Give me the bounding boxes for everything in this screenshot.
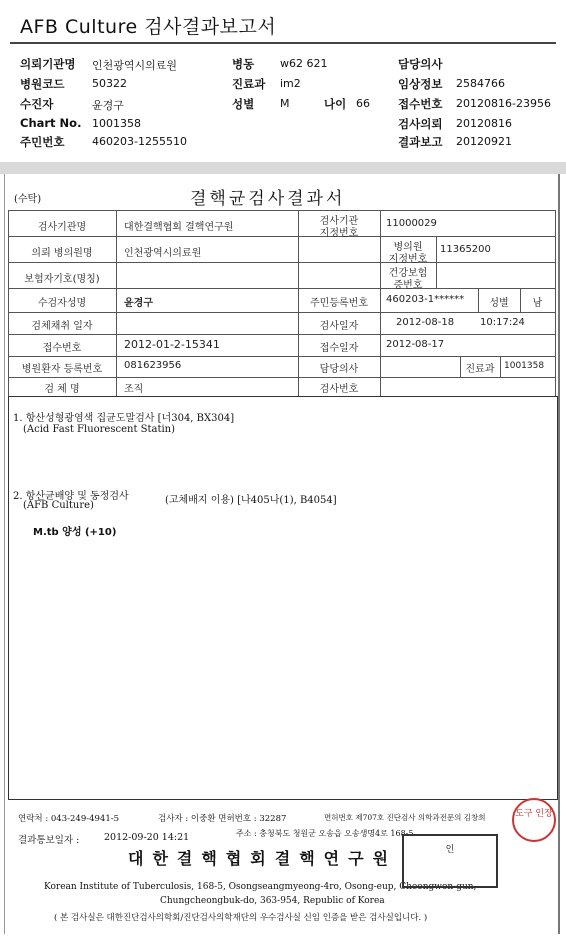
tbl-label-insurance-no-b: 증번호: [393, 280, 423, 291]
tbl-value-sex: 남: [532, 298, 543, 309]
tbl-label-insurance-no-a: 건강보험: [388, 268, 428, 279]
footer-license: 면허번호 제707호 진단검사 의학과전문의 김창희: [324, 813, 486, 822]
label-ward: 병동: [232, 57, 255, 71]
footer-contact: 연락처 : 043-249-4941-5: [18, 814, 120, 824]
footer-report-date-label: 결과통보일자 :: [18, 835, 80, 846]
label-clinical-info: 임상정보: [398, 77, 443, 91]
institute-seal-text: 인: [445, 845, 455, 855]
value-resident-no: 460203-1255510: [92, 135, 187, 148]
footer-accreditation-note: ( 본 검사실은 대한진단검사의학회/진단검사의학재단의 우수검사실 신임 인증을 받은 검사실입니다. ): [54, 913, 428, 923]
value-requesting-org: 인천광역시의료원: [92, 59, 178, 72]
result-1-subtitle: (Acid Fast Fluorescent Statin): [23, 424, 176, 435]
tbl-label-hospital: 의뢰 병의원명: [31, 248, 93, 259]
label-report-date: 결과보고: [398, 135, 443, 149]
tbl-label-clinic: 진료과: [465, 364, 495, 375]
tbl-label-hospital-id-b: 지정번호: [388, 254, 428, 265]
value-accession-no: 20120816-23956: [456, 97, 551, 110]
label-request-date: 검사의뢰: [398, 117, 443, 131]
result-1-title: 1. 항산성형광염색 집균도말검사 [너304, BX304]: [13, 413, 235, 424]
results-box: [8, 396, 558, 800]
tbl-label-specimen: 검 체 명: [44, 384, 80, 395]
label-age: 나이: [324, 97, 347, 111]
tbl-value-hospital-id: 11365200: [440, 244, 491, 255]
tbl-value-patient-reg-no: 081623956: [124, 360, 182, 371]
tbl-label-test-no: 검사번호: [319, 384, 359, 395]
tbl-label-attending: 담당의사: [319, 364, 359, 375]
tbl-value-test-time: 10:17:24: [480, 317, 525, 328]
tbl-value-hospital: 인천광역시의료원: [124, 248, 202, 259]
institute-seal-stamp: [402, 834, 498, 888]
tbl-value-specimen: 조직: [124, 384, 144, 395]
value-department: im2: [280, 77, 301, 90]
tbl-value-receipt-date: 2012-08-17: [386, 339, 445, 350]
tbl-label-lab-id-a: 검사기관: [319, 216, 359, 227]
result-2-finding: M.tb 양성 (+10): [33, 527, 117, 538]
title-divider: [10, 42, 556, 44]
sheet-title: 결핵균검사결과서: [190, 189, 346, 209]
tbl-label-collection-date: 검체채취 일자: [31, 321, 93, 332]
label-sex: 성별: [232, 97, 255, 111]
institute-name: 대한결핵협회결핵연구원: [128, 849, 398, 868]
sheet-right-edge: [558, 174, 560, 934]
tbl-value-resident-no: 460203-1******: [386, 294, 465, 305]
tbl-value-lab-name: 대한결핵협회 결핵연구원: [124, 222, 234, 233]
report-title: AFB Culture 검사결과보고서: [20, 16, 277, 38]
consignment-tag: (수탁): [14, 194, 42, 205]
value-hospital-code: 50322: [92, 77, 127, 90]
tbl-value-accession-no: 2012-01-2-15341: [124, 338, 220, 351]
tbl-value-clinic: 1001358: [504, 361, 545, 371]
label-patient: 수진자: [20, 97, 54, 111]
tbl-value-test-date: 2012-08-18: [396, 317, 455, 328]
label-requesting-org: 의뢰기관명: [20, 57, 76, 71]
tbl-label-patient-name: 수검자성명: [37, 298, 87, 309]
tbl-label-sex: 성별: [489, 298, 509, 309]
footer-examiner: 검사자 : 이중환 면허번호 : 32287: [158, 814, 287, 824]
red-seal-text: 도구 인장: [515, 809, 553, 819]
tbl-label-accession-no: 접수번호: [42, 343, 82, 354]
value-patient: 윤경구: [92, 99, 124, 112]
tbl-value-patient-name: 윤경구: [124, 298, 153, 309]
tbl-label-hospital-id-a: 병의원: [393, 242, 423, 253]
footer-address-kr: 주소 : 충청북도 청원군 오송읍 오송생명4로 168-5: [236, 829, 414, 838]
value-age: 66: [356, 97, 370, 110]
tbl-label-lab-id-b: 지정번호: [319, 228, 359, 239]
tbl-label-receipt-date: 접수일자: [319, 343, 359, 354]
label-doctor: 담당의사: [398, 57, 443, 71]
result-2-subtitle: (AFB Culture): [23, 500, 94, 511]
value-clinical-info: 2584766: [456, 77, 505, 90]
label-chart-no: Chart No.: [20, 116, 82, 130]
tbl-label-test-date: 검사일자: [319, 321, 359, 332]
section-separator: [0, 162, 566, 174]
tbl-label-patient-reg-no: 병원환자 등록번호: [21, 364, 103, 375]
red-seal-stamp: [512, 798, 556, 842]
value-sex: M: [280, 97, 290, 110]
sheet-left-edge: [4, 174, 5, 934]
label-accession-no: 접수번호: [398, 97, 443, 111]
label-department: 진료과: [232, 77, 266, 91]
tbl-label-insurer: 보험자기호(명칭): [24, 274, 100, 285]
tbl-label-lab-name: 검사기관명: [37, 222, 87, 233]
footer-address-en-2: Chungcheongbuk-do, 363-954, Republic of Korea: [160, 896, 385, 906]
label-resident-no: 주민번호: [20, 135, 65, 149]
value-ward: w62 621: [280, 57, 328, 70]
tbl-label-resident-no: 주민등록번호: [310, 298, 368, 309]
report-summary: [0, 0, 566, 162]
footer-address-en-1: Korean Institute of Tuberculosis, 168-5, Osongseangmyeong-4ro, Osong-eup, Cheongwon-gun,: [44, 882, 477, 892]
value-report-date: 20120921: [456, 135, 512, 148]
result-2-title: 2. 항산균배양 및 동정검사: [13, 491, 129, 502]
tbl-value-lab-id: 11000029: [386, 218, 437, 229]
label-hospital-code: 병원코드: [20, 77, 65, 91]
scanned-report-sheet: [0, 174, 566, 942]
result-2-method: (고체배지 이용) [나405나(1), B4054]: [165, 495, 337, 506]
value-request-date: 20120816: [456, 117, 512, 130]
footer-report-date: 2012-09-20 14:21: [104, 832, 190, 843]
value-chart-no: 1001358: [92, 117, 141, 130]
